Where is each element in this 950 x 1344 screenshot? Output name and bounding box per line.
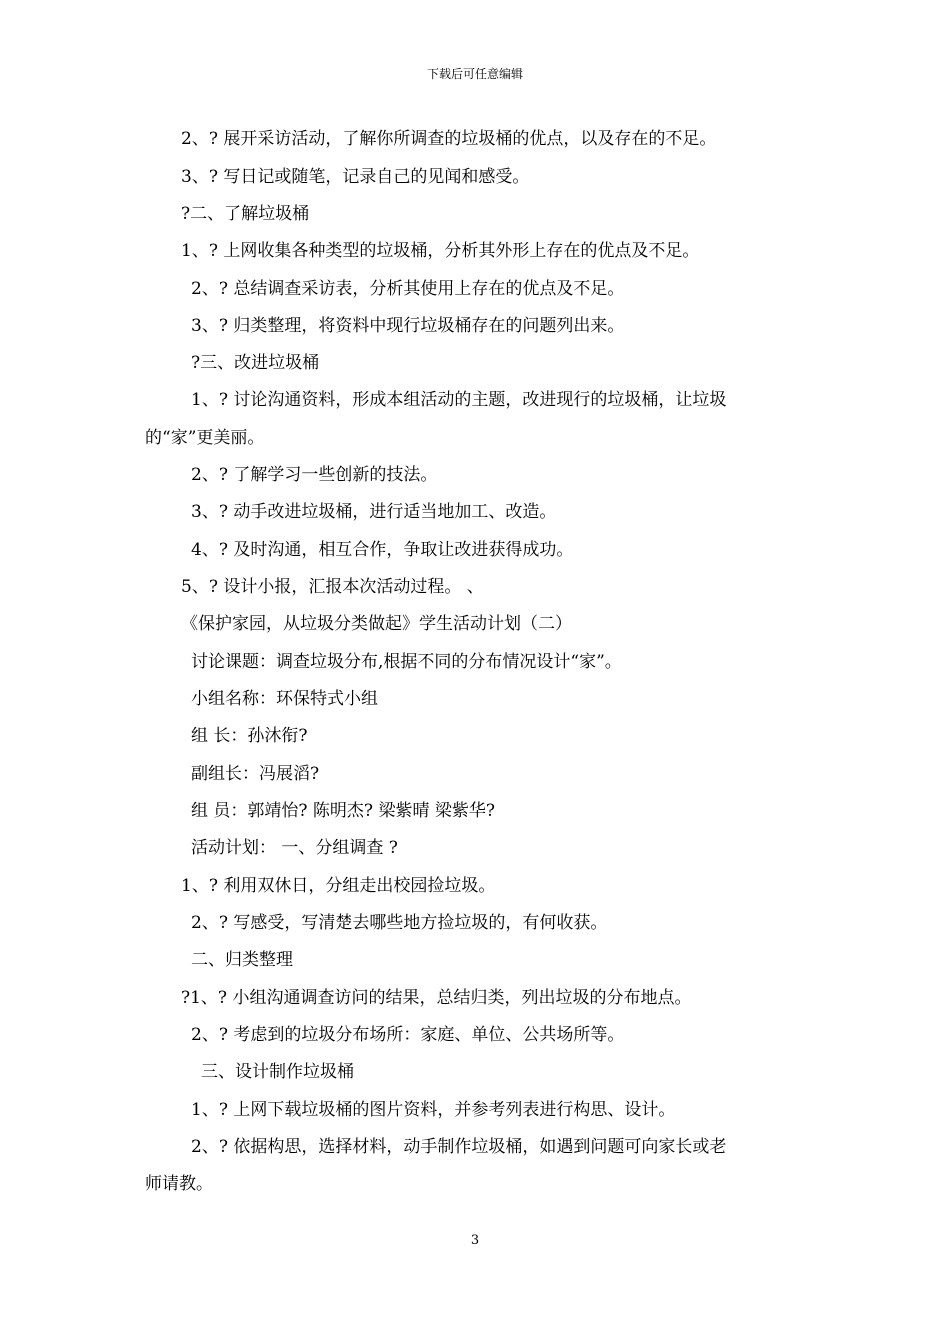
body-line: 1、? 讨论沟通资料，形成本组活动的主题，改进现行的垃圾桶，让垃圾 (191, 390, 727, 410)
body-line: 副组长：冯展滔? (191, 764, 320, 784)
section-heading: 三、设计制作垃圾桶 (201, 1062, 354, 1082)
body-line: 2、? 展开采访活动，了解你所调查的垃圾桶的优点，以及存在的不足。 (181, 129, 717, 149)
body-line: 组 长：孙沐衔? (191, 726, 308, 746)
body-line: 活动计划： 一、分组调查 ? (191, 838, 398, 858)
body-line: ?1、? 小组沟通调查访问的结果，总结归类，列出垃圾的分布地点。 (181, 988, 692, 1008)
plan-title: 《保护家园，从垃圾分类做起》学生活动计划（二） (181, 614, 572, 634)
body-line: 2、? 依据构思，选择材料，动手制作垃圾桶，如遇到问题可向家长或老 (191, 1137, 727, 1157)
section-heading: ?三、改进垃圾桶 (191, 353, 320, 373)
body-line: 3、? 动手改进垃圾桶，进行适当地加工、改造。 (191, 502, 557, 522)
body-line: 5、? 设计小报，汇报本次活动过程。 、 (181, 577, 484, 597)
body-line: 1、? 上网收集各种类型的垃圾桶，分析其外形上存在的优点及不足。 (181, 241, 700, 261)
body-line: 2、? 考虑到的垃圾分布场所：家庭、单位、公共场所等。 (191, 1025, 625, 1045)
page-header: 下载后可任意编辑 (426, 67, 523, 81)
body-line: 3、? 归类整理，将资料中现行垃圾桶存在的问题列出来。 (191, 316, 625, 336)
body-line: 1、? 利用双休日，分组走出校园捡垃圾。 (181, 876, 496, 896)
body-line: 4、? 及时沟通，相互合作，争取让改进获得成功。 (191, 540, 574, 560)
body-line: 组 员：郭靖怡? 陈明杰? 梁紫晴 梁紫华? (191, 801, 495, 821)
body-line: 的“家”更美丽。 (145, 428, 265, 448)
section-heading: 二、归类整理 (191, 950, 293, 970)
body-line: 2、? 写感受，写清楚去哪些地方捡垃圾的，有何收获。 (191, 913, 608, 933)
body-line: 讨论课题：调查垃圾分布,根据不同的分布情况设计“家”。 (191, 652, 622, 672)
body-line: 小组名称：环保特式小组 (191, 689, 378, 709)
section-heading: ?二、了解垃圾桶 (181, 204, 310, 224)
body-line: 2、? 了解学习一些创新的技法。 (191, 465, 438, 485)
body-line: 师请教。 (145, 1174, 213, 1194)
body-line: 3、? 写日记或随笔，记录自己的见闻和感受。 (181, 167, 530, 187)
body-line: 2、? 总结调查采访表，分析其使用上存在的优点及不足。 (191, 279, 625, 299)
page-number: 3 (470, 1233, 480, 1248)
body-line: 1、? 上网下载垃圾桶的图片资料，并参考列表进行构思、设计。 (191, 1100, 676, 1120)
